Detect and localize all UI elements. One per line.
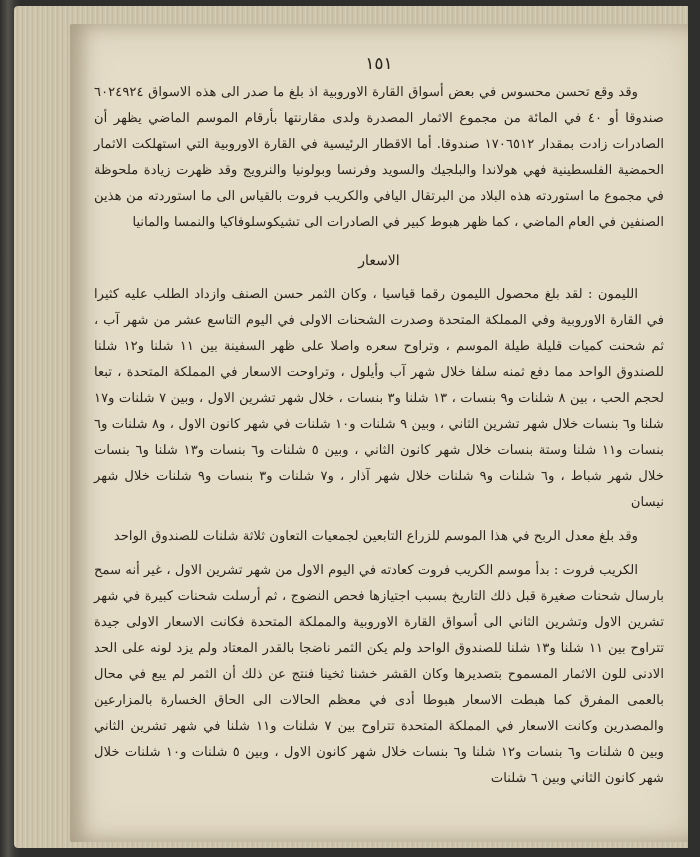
lemon-paragraph: الليمون : لقد بلغ محصول الليمون رقما قياسيا ، وكان الثمر حسن الصنف وازداد الطلب عليه كثيرا في القارة الاوروبية وفي المملكة المتحدة وصدرت الشحنات الاولى في اليوم التاسع عشر من شهر آب ، ثم شحنت كميات قليلة طيلة الموسم ، وتراوح سعره واصلا على ظهر السفينة بين ١١ شلنا و١٢ شلنا للصندوق الواحد مما دفع ثمنه سلفا خلال شهر آب وأيلول ، وتراوحت الاسعار في المملكة المتحدة ، تبعا لحجم الحب ، بين ٨ شلنات و٩ بنسات ، ١٣ شلنا و٣ بنسات ، خلال شهر تشرين الاول ، وبين ٧ شلنات و١٧ شلنا و٦ بنسات خلال شهر تشرين الثاني ، وبين ٩ شلنات و١٠ شلنات في شهر كانون الاول ، و٨ شلنات و٦ بنسات و١١ شلنا وستة بنسات خلال شهر كانون الثاني ، وبين ٥ شلنات و٦ بنسات و١٣ شلنا و٦ بنسات خلال شهر شباط ، و٦ شلنات و٩ شلنات خلال شهر آذار ، و٧ شلنات و٣ بنسات و٩ شلنات خلال شهر نيسان bbox=[94, 287, 665, 510]
profit-paragraph: وقد بلغ معدل الربح في هذا الموسم للزراع التابعين لجمعيات التعاون ثلاثة شلنات للصندوق الواحد bbox=[113, 529, 638, 544]
intro-paragraph: وقد وقع تحسن محسوس في بعض أسواق القارة الاوروبية اذ بلغ ما صدر الى هذه الاسواق ٦٠٢٤٩٢٤ صندوقا أو ٤٠ في المائة من مجموع الاثمار المصدرة ولدى مقارنتها بأرقام الموسم الماضي يظهر أن الصادرات زادت بمقدار ١٧٠٦٥١٢ صندوقا. أما الاقطار الرئيسية في القارة الاوروبية التي استهلكت الاثمار الحمضية الفلسطينية فهي هولاندا والبلجيك والسويد وفرنسا وبولونيا والنرويج وقد ظهرت زيادة ملحوظة في مجموع ما استوردته هذه البلاد من البرتقال اليافي والكريب فروت بالقياس الى ما استوردته من هذين الصنفين في العام الماضي ، كما ظهر هبوط كبير في الصادرات الى تشيكوسلوفاكيا والنمسا والمانيا bbox=[94, 85, 664, 230]
section-heading-prices: الاسعار bbox=[358, 253, 400, 269]
page-content bbox=[94, 54, 664, 822]
grapefruit-paragraph: الكريب فروت : بدأ موسم الكريب فروت كعادته في اليوم الاول من شهر تشرين الاول ، غير أنه سمح بارسال شحنات صغيرة قبل ذلك التاريخ بسبب اجتيازها فحص النضوج ، ثم أرسلت شحنات كبيرة في شهر تشرين الاول وتشرين الثاني الى أسواق القارة الاوروبية والمملكة المتحدة فكانت الاسعار الاولى جيدة تتراوح بين ١١ شلنا و١٣ شلنا للصندوق الواحد ولم يكن الثمر ناضجا بالقدر المعتاد ولم يزد لونه على الحد الادنى للون الاثمار المسموح بتصديرها وكان القشر خشنا ثخينا فنتج عن ذلك أن الثمر لم يبع في محال بالعمى المفرق كما هبطت الاسعار هبوطا أدى في معظم الحالات الى الحاق الخسارة بالمزارعين والمصدرين وكانت الاسعار في المملكة المتحدة تتراوح بين ٧ شلنات و١١ شلنا في شهر تشرين الثاني وبين ٥ شلنات و٦ بنسات و١٢ شلنا و٦ بنسات خلال شهر كانون الاول ، وبين ٥ شلنات و١٠ شلنات خلال شهر كانون الثاني وبين ٦ شلنات bbox=[94, 563, 665, 786]
book-page bbox=[70, 24, 688, 842]
page-number: ١٥١ bbox=[365, 54, 393, 74]
